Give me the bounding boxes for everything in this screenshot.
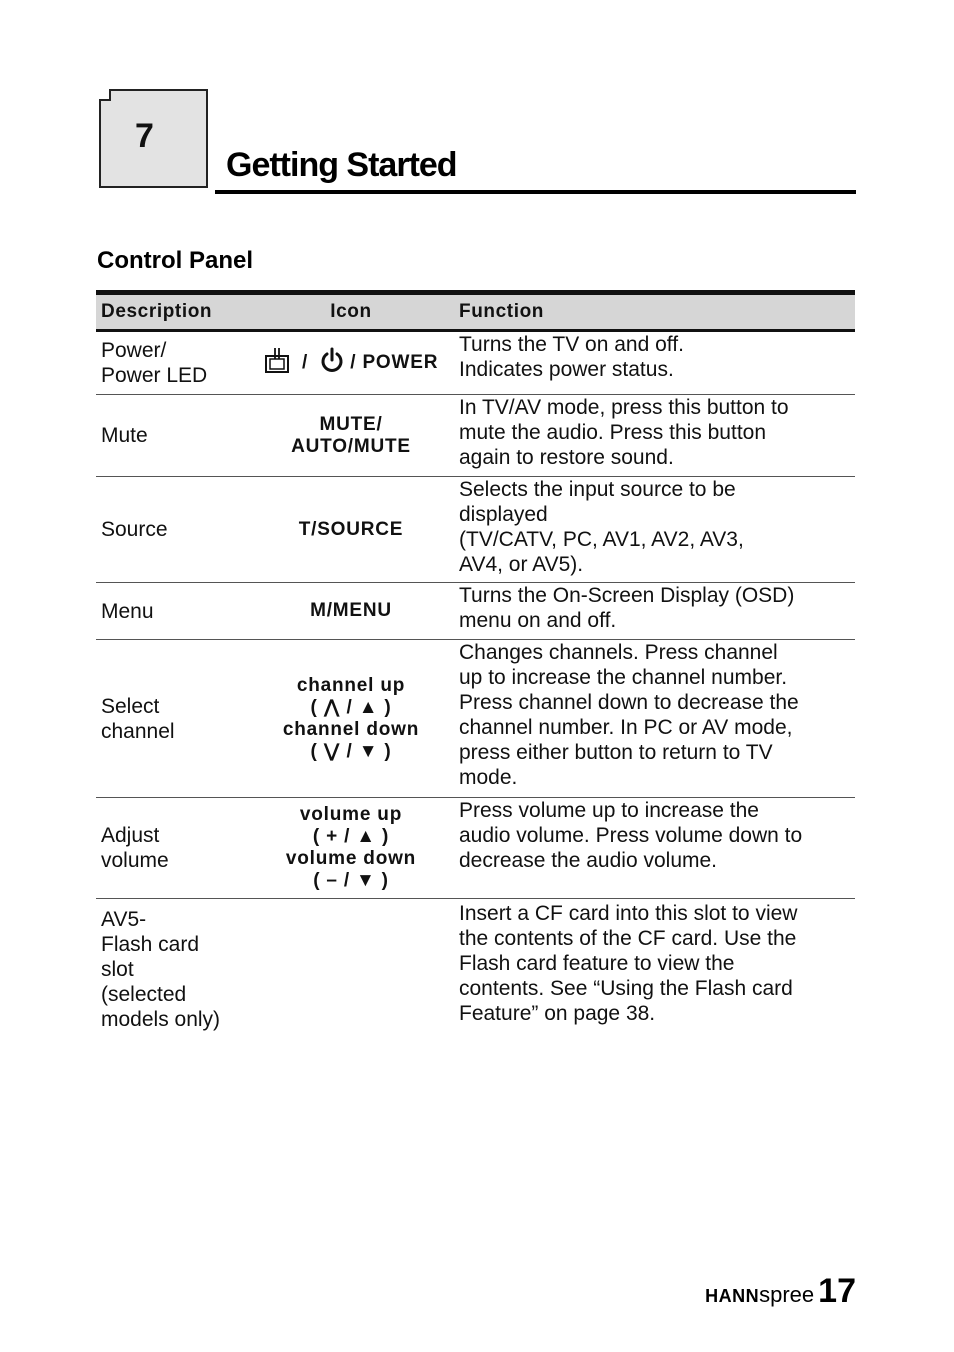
desc-line: slot [101,958,134,981]
func-line: contents. See “Using the Flash card [459,977,793,1000]
brand-logo-light: spree [759,1282,815,1307]
func-line: Turns the TV on and off. [459,333,684,356]
func-cell [455,331,855,395]
func-cell [455,477,855,583]
desc-cell [96,395,247,477]
desc-line: Power/ [101,339,167,362]
func-line: Changes channels. Press channel [459,641,778,664]
func-line: Feature” on page 38. [459,1002,656,1025]
desc-line: AV5- [101,908,147,931]
func-line: audio volume. Press volume down to [459,824,803,847]
icon-separator: / [295,352,315,374]
chapter-number-box [99,89,208,188]
title-rule [215,190,856,194]
icon-line: T/SOURCE [298,518,404,540]
desc-line: Select [101,694,160,718]
icon-line: M/MENU [310,600,392,621]
func-line: again to restore sound. [459,446,674,469]
desc-cell [96,477,247,583]
desc-cell [96,640,247,798]
func-line: displayed [459,503,548,526]
desc-line: Mute [101,424,148,447]
chapter-box-notch [99,89,111,101]
table-row-source [96,477,855,583]
func-line: press either button to return to TV [459,741,773,764]
func-line: AV4, or AV5). [459,553,584,576]
desc-cell [96,583,247,640]
icon-cell [247,331,455,395]
desc-line: Power LED [101,364,208,387]
power-symbol-icon [320,347,344,379]
icon-cell [247,899,455,1035]
icon-line: channel up [296,674,406,696]
func-line: Press volume up to increase the [459,799,759,822]
table-row-menu [96,583,855,640]
icon-line: ( ⋀ / ▲ ) [310,696,392,718]
func-line: up to increase the channel number. [459,666,788,689]
table-row-mute [96,395,855,477]
icon-line: channel down [282,718,420,740]
func-line: In TV/AV mode, press this button to [459,396,789,419]
func-line: mute the audio. Press this button [459,421,767,444]
desc-line: Menu [101,599,154,623]
table-row-select-channel [96,640,855,798]
icon-line: volume down [285,848,417,869]
func-line: decrease the audio volume. [459,849,717,872]
icon-line: MUTE/ [319,413,383,435]
table-row-flash-card [96,899,855,1035]
desc-line: Source [101,518,168,541]
desc-line: volume [101,849,169,872]
func-line: channel number. In PC or AV mode, [459,716,793,739]
func-line: mode. [459,766,518,789]
page-number: 17 [818,1272,856,1310]
desc-line: models only) [101,1008,221,1031]
header-icon: Icon [247,293,455,331]
icon-line: ( – / ▼ ) [313,870,389,891]
icon-cell [247,395,455,477]
desc-cell [96,798,247,899]
icon-line: volume up [299,804,403,825]
func-line: menu on and off. [459,609,617,632]
power-led-icon [264,346,290,380]
brand-logo-bold: HANN [705,1286,760,1306]
func-line: (TV/CATV, PC, AV1, AV2, AV3, [459,528,744,551]
chapter-number: 7 [135,117,154,155]
func-line: the contents of the CF card. Use the [459,927,797,950]
table-row-power [96,331,855,395]
func-cell [455,640,855,798]
section-heading: Control Panel [97,247,254,274]
icon-cell [247,583,455,640]
desc-cell [96,331,247,395]
func-line: Turns the On-Screen Display (OSD) [459,584,795,607]
header-description: Description [96,293,247,331]
func-cell [455,899,855,1035]
chapter-title: Getting Started [226,146,457,184]
icon-text: / POWER [350,352,439,374]
func-line: Selects the input source to be [459,478,736,501]
control-panel-table [96,290,855,1035]
desc-line: Flash card [101,933,200,956]
desc-line: channel [101,719,175,743]
desc-cell [96,899,247,1035]
icon-cell [247,640,455,798]
table-row-adjust-volume [96,798,855,899]
footer-brand [705,1272,856,1311]
icon-cell [247,477,455,583]
func-cell [455,798,855,899]
icon-line: AUTO/MUTE [291,435,411,457]
func-line: Flash card feature to view the [459,952,735,975]
desc-line: Adjust [101,824,160,847]
func-cell [455,395,855,477]
icon-cell [247,798,455,899]
icon-line: ( + / ▲ ) [312,826,390,847]
func-line: Indicates power status. [459,358,674,381]
header-function: Function [455,293,855,331]
func-cell [455,583,855,640]
func-line: Insert a CF card into this slot to view [459,902,798,925]
desc-line: (selected [101,983,187,1006]
func-line: Press channel down to decrease the [459,691,799,714]
icon-line: ( ⋁ / ▼ ) [310,740,392,762]
table-header-row [96,293,855,331]
